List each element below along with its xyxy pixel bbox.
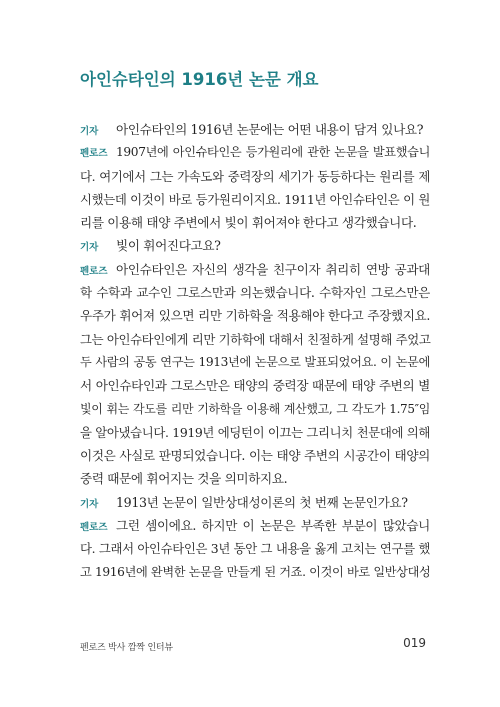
interview-dialogue — [80, 118, 430, 584]
dialogue-line — [80, 141, 430, 164]
speaker-label: 기자 — [80, 126, 99, 137]
dialogue-line — [80, 537, 430, 560]
dialogue-line — [80, 304, 430, 327]
dialogue-line — [80, 328, 430, 351]
line-text: 을 알아냈습니다. 1919년 에딩턴이 이끄는 그리니치 천문대에 의해 — [80, 424, 430, 440]
line-text: 1907년에 아인슈타인은 등가원리에 관한 논문을 발표했습니 — [116, 145, 430, 160]
line-text: 시했는데 이것이 바로 등가원리이지요. 1911년 아인슈타인은 이 원 — [80, 191, 430, 207]
line-text: 그는 아인슈타인에게 리만 기하학에 대해서 친절하게 설명해 주었고 — [80, 331, 431, 347]
dialogue-line — [80, 421, 430, 444]
line-text: 중력 때문에 휘어지는 것을 의미하지요. — [80, 471, 288, 487]
speaker-label: 펜로즈 — [80, 265, 108, 277]
line-text: 두 사람의 공동 연구는 1913년에 논문으로 발표되었어요. 이 논문에 — [80, 354, 430, 369]
line-text: 빛이 휘는 각도를 리만 기하학을 이용해 계산했고, 그 각도가 1.75″임 — [80, 401, 430, 416]
speaker-label: 펜로즈 — [80, 148, 108, 160]
page-title: 아인슈타인의 1916년 논문 개요 — [80, 70, 319, 89]
line-text: 서 아인슈타인과 그로스만은 태양의 중력장 때문에 태양 주변의 별 — [80, 378, 430, 394]
line-text: 학 수학과 교수인 그로스만과 의논했습니다. 수학자인 그로스만은 — [80, 285, 430, 301]
dialogue-line — [80, 561, 430, 584]
running-footer-title: 펜로즈 박사 깜짝 인터뷰 — [80, 643, 173, 653]
dialogue-line — [80, 351, 430, 374]
line-text: 아인슈타인의 1916년 논문에는 어떤 내용이 담겨 있나요? — [116, 122, 424, 137]
line-text: 다. 그래서 아인슈타인은 3년 동안 그 내용을 옳게 고치는 연구를 했 — [80, 541, 430, 557]
dialogue-line — [80, 118, 430, 141]
dialogue-line — [80, 258, 430, 281]
dialogue-line — [80, 467, 430, 490]
page-number: 019 — [403, 636, 426, 650]
line-text: 고 1916년에 완벽한 논문을 만들게 된 거죠. 이것이 바로 일반상대성 — [80, 564, 431, 579]
dialogue-line — [80, 491, 430, 514]
line-text: 이것은 사실로 판명되었습니다. 이는 태양 주변의 시공간이 태양의 — [80, 448, 430, 464]
speaker-label: 기자 — [80, 498, 99, 510]
line-text: 다. 여기에서 그는 가속도와 중력장의 세기가 동등하다는 원리를 제 — [80, 168, 430, 184]
line-text: 빛이 휘어진다고요? — [116, 238, 221, 254]
line-text: 아인슈타인은 자신의 생각을 친구이자 취리히 연방 공과대 — [116, 261, 430, 277]
dialogue-line — [80, 234, 430, 257]
speaker-label: 기자 — [80, 242, 99, 254]
dialogue-line — [80, 374, 430, 397]
line-text: 그런 셈이에요. 하지만 이 논문은 부족한 부분이 많았습니 — [116, 518, 430, 534]
dialogue-line — [80, 398, 430, 421]
dialogue-line — [80, 281, 430, 304]
speaker-label: 펜로즈 — [80, 522, 108, 534]
dialogue-line — [80, 444, 430, 467]
dialogue-line — [80, 211, 430, 234]
dialogue-line — [80, 188, 430, 211]
line-text: 1913년 논문이 일반상대성이론의 첫 번째 논문인가요? — [116, 494, 408, 510]
line-text: 리를 이용해 태양 주변에서 빛이 휘어져야 한다고 생각했습니다. — [80, 215, 417, 231]
line-text: 우주가 휘어져 있으면 리만 기하학을 적용해야 한다고 주장했지요. — [80, 308, 430, 324]
dialogue-line — [80, 514, 430, 537]
dialogue-line — [80, 165, 430, 188]
